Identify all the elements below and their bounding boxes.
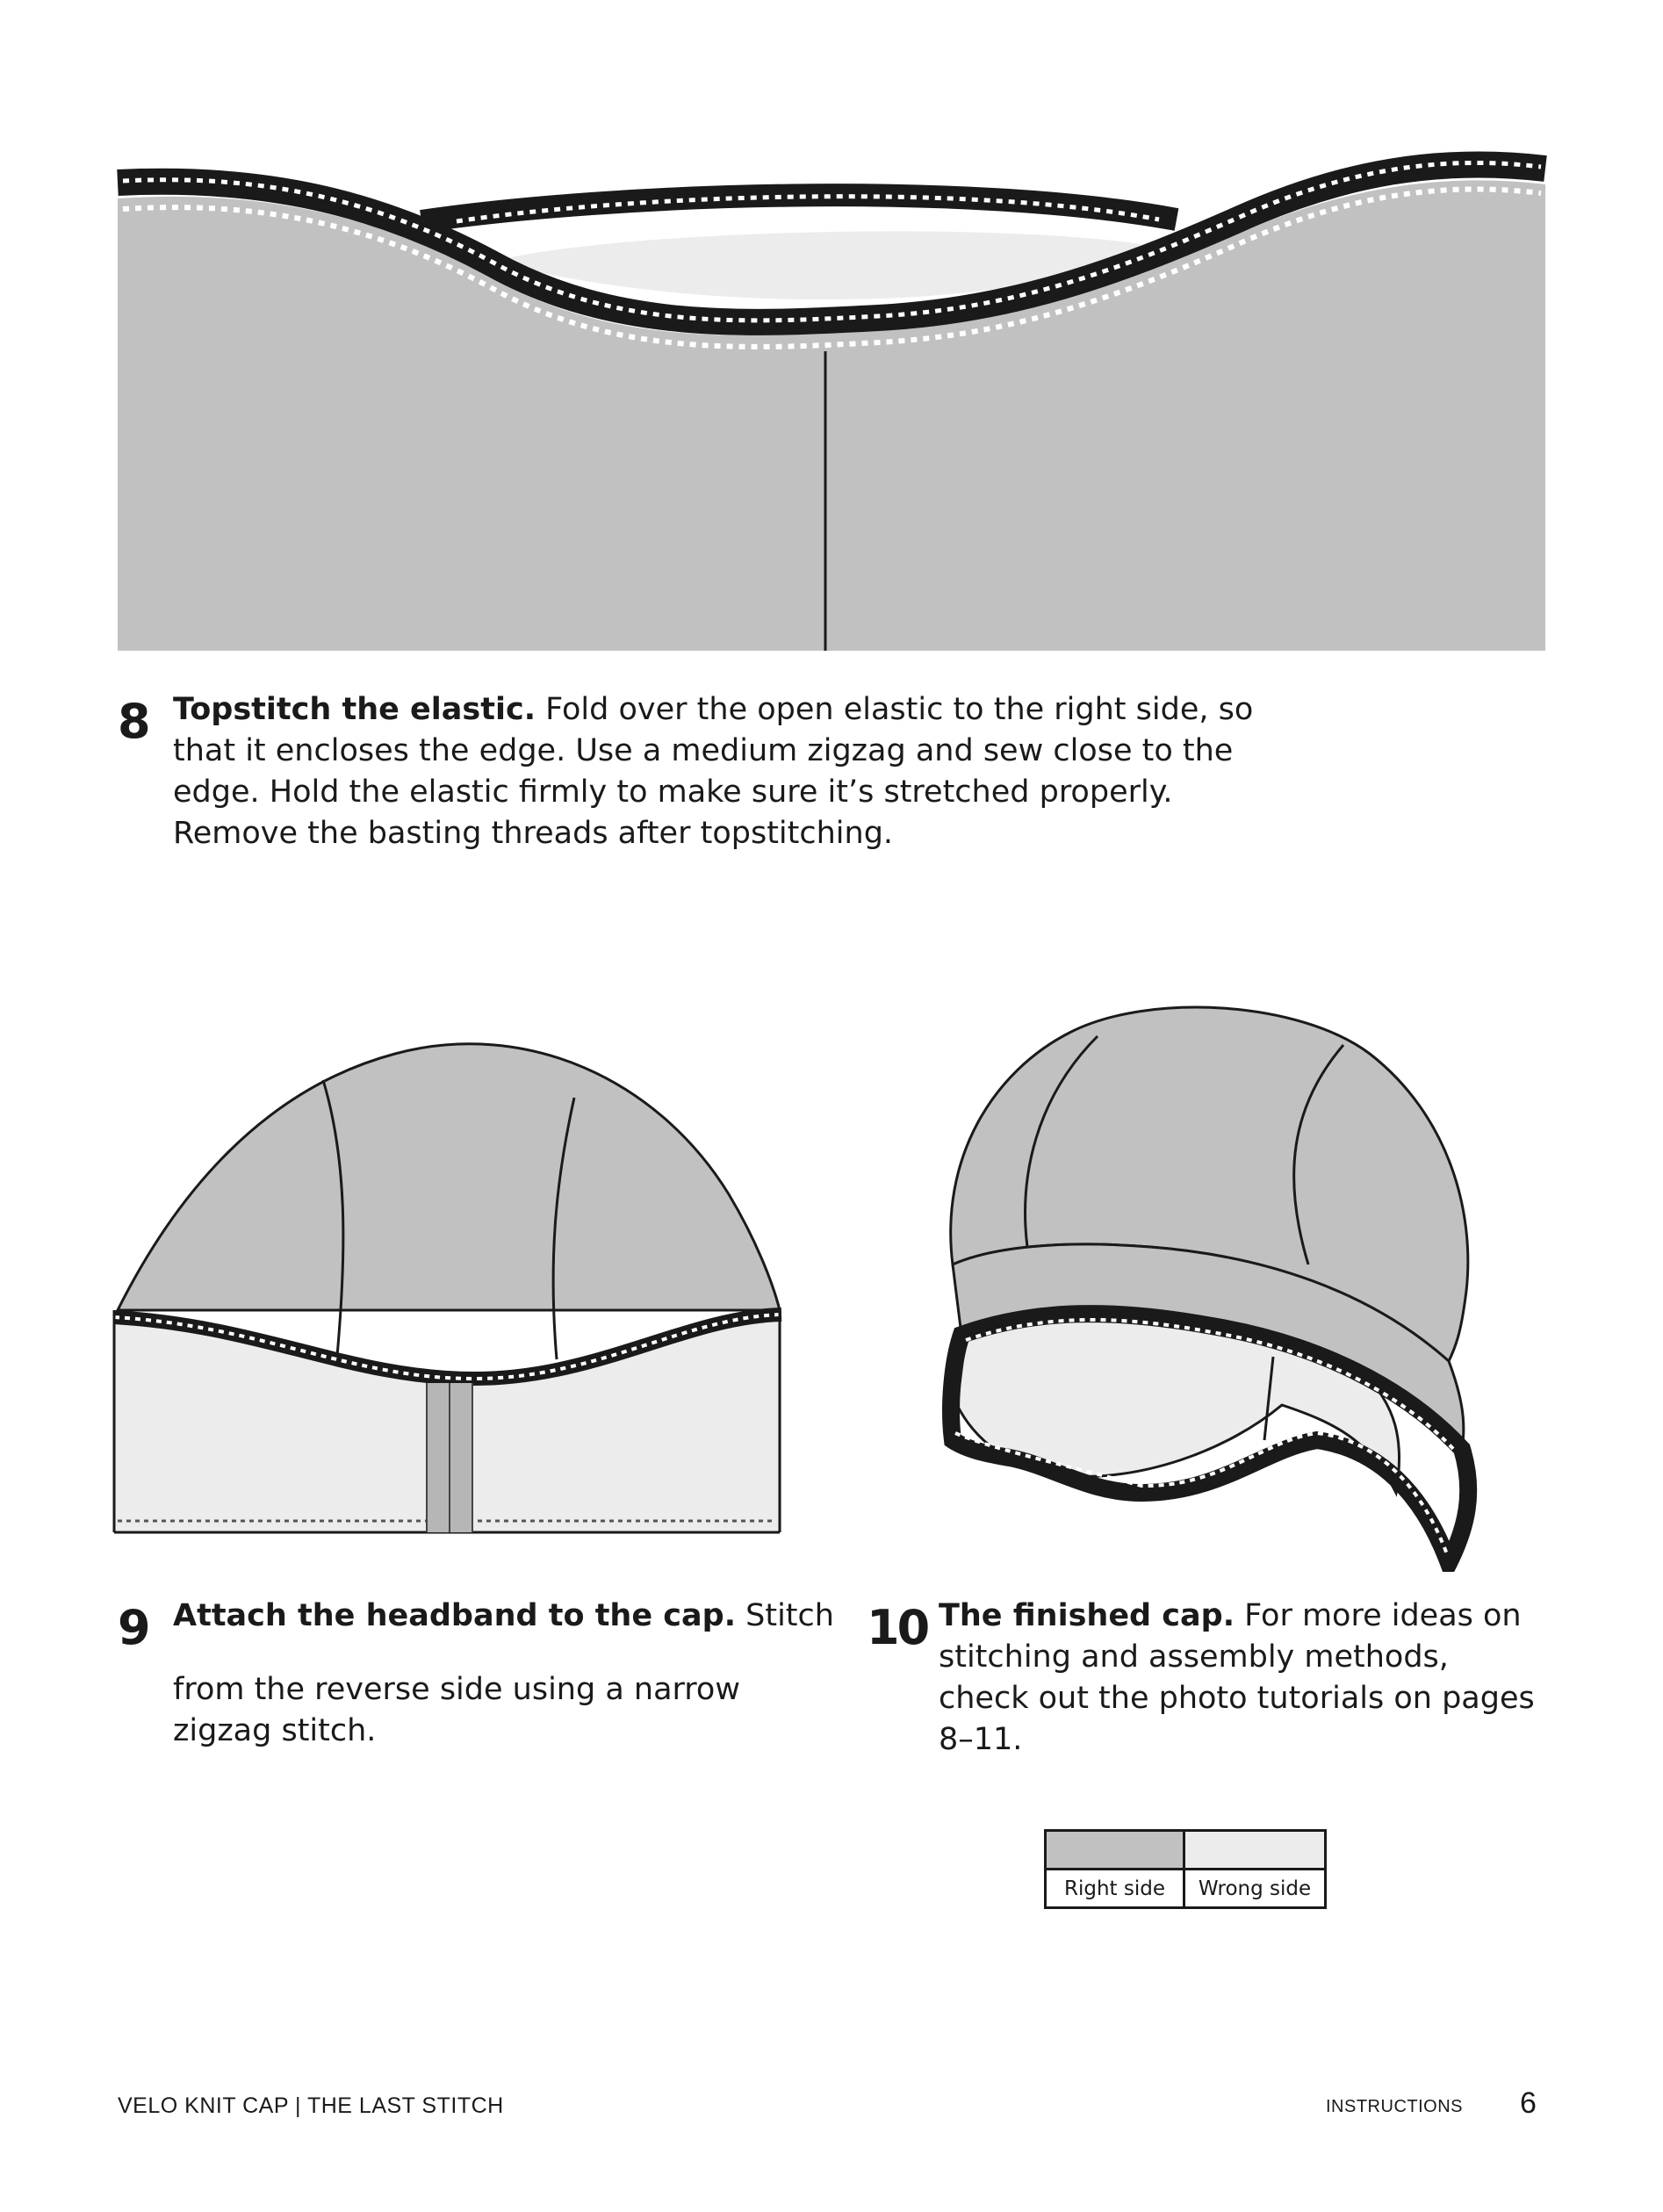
footer-section: INSTRUCTIONS bbox=[1326, 2097, 1463, 2116]
wrong-side-label: Wrong side bbox=[1198, 1877, 1312, 1900]
step-9-title: Attach the headband to the cap. bbox=[173, 1598, 736, 1633]
page-number: 6 bbox=[1520, 2086, 1537, 2120]
step-8-title: Topstitch the elastic. bbox=[173, 692, 536, 727]
step-number-9: 9 bbox=[118, 1600, 148, 1655]
step-10-body: For more ideas on stitching and assembly methods, check out the photo tutorials on pages 8–11. bbox=[939, 1598, 1535, 1757]
footer-title: VELO KNIT CAP | THE LAST STITCH bbox=[118, 2093, 504, 2118]
step-number-10: 10 bbox=[867, 1600, 928, 1655]
step-9-body: Stitch bbox=[736, 1598, 834, 1633]
step-10-title: The finished cap. bbox=[939, 1598, 1235, 1633]
step-9-text bbox=[173, 1596, 840, 1752]
step-number-8: 8 bbox=[118, 694, 148, 749]
step-9-body-continued: from the reverse side using a narrow zigzag stitch. bbox=[173, 1672, 740, 1748]
wrong-side-swatch bbox=[1185, 1832, 1324, 1870]
step-10-text bbox=[939, 1596, 1544, 1761]
right-side-label: Right side bbox=[1047, 1870, 1185, 1906]
right-side-swatch bbox=[1047, 1832, 1185, 1870]
fabric-side-legend bbox=[1044, 1829, 1327, 1909]
step-8-body: Fold over the open elastic to the right side, so that it encloses the edge. Use a medium zigzag and sew close to the edge. Hold the elastic firmly to make sure it’s stretched properly. Remove the basting threads after topstitching. bbox=[173, 692, 1254, 851]
